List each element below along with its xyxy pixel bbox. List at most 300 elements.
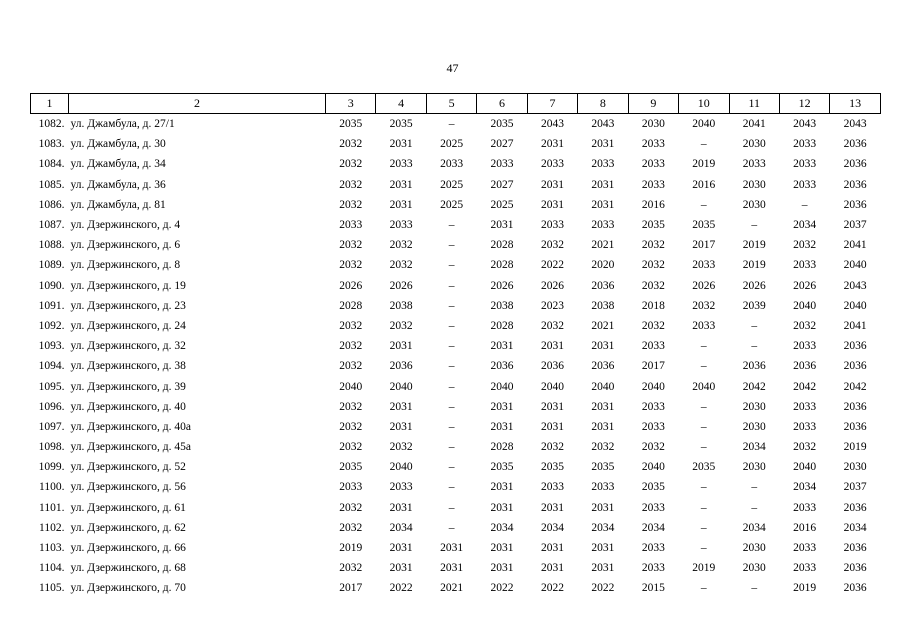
column-header: 13: [830, 94, 880, 114]
year-cell: 2033: [641, 542, 665, 555]
year-cell: 2031: [389, 562, 413, 575]
year-cell: 2031: [440, 542, 464, 555]
year-cell: 2032: [339, 239, 363, 252]
row-number: 1102.: [39, 521, 65, 534]
year-cell: 2026: [540, 279, 564, 292]
year-cell: 2031: [540, 542, 564, 555]
year-cell: 2031: [540, 340, 564, 353]
year-cell: 2031: [389, 542, 413, 555]
year-cell: 2031: [490, 562, 514, 575]
year-cell: 2031: [389, 340, 413, 353]
year-cell: 2033: [793, 138, 817, 151]
year-cell: 2027: [490, 138, 514, 151]
column-header: 1: [31, 94, 69, 114]
year-cell: 2033: [641, 501, 665, 514]
year-cell: 2025: [490, 198, 514, 211]
year-cell: 2034: [641, 521, 665, 534]
address-cell: ул. Дзержинского, д. 19: [70, 279, 186, 292]
year-cell: 2017: [339, 582, 363, 595]
year-cell: 2025: [440, 198, 464, 211]
year-cell: 2043: [843, 279, 867, 292]
table-row: [31, 558, 881, 578]
year-cell: 2037: [843, 219, 867, 232]
year-cell: 2033: [339, 481, 363, 494]
year-cell: 2037: [843, 481, 867, 494]
year-cell: –: [700, 138, 707, 151]
year-cell: 2018: [641, 299, 665, 312]
year-cell: 2042: [793, 380, 817, 393]
year-cell: –: [751, 319, 758, 332]
year-cell: –: [448, 239, 455, 252]
table-row: [31, 477, 881, 497]
year-cell: 2031: [591, 562, 615, 575]
year-cell: –: [751, 219, 758, 232]
year-cell: 2032: [389, 319, 413, 332]
year-cell: 2033: [742, 158, 766, 171]
year-cell: 2040: [591, 380, 615, 393]
year-cell: 2043: [843, 118, 867, 131]
year-cell: 2034: [793, 481, 817, 494]
year-cell: –: [700, 198, 707, 211]
year-cell: 2033: [540, 481, 564, 494]
year-cell: 2036: [742, 360, 766, 373]
year-cell: –: [448, 279, 455, 292]
header-row: [31, 94, 881, 114]
year-cell: –: [448, 219, 455, 232]
year-cell: 2040: [389, 461, 413, 474]
address-cell: ул. Дзержинского, д. 66: [70, 542, 186, 555]
year-cell: 2022: [591, 582, 615, 595]
row-number: 1084.: [38, 158, 65, 171]
year-cell: –: [700, 481, 707, 494]
year-cell: 2031: [490, 400, 514, 413]
table-row: [31, 276, 881, 296]
year-cell: 2034: [742, 441, 766, 454]
year-cell: 2036: [591, 360, 615, 373]
year-cell: 2022: [540, 582, 564, 595]
year-cell: 2030: [742, 420, 766, 433]
year-cell: –: [448, 521, 455, 534]
year-cell: 2031: [389, 178, 413, 191]
table-row: [31, 255, 881, 275]
table-row: [31, 376, 881, 396]
year-cell: 2033: [389, 481, 413, 494]
year-cell: 2031: [540, 400, 564, 413]
year-cell: 2023: [540, 299, 564, 312]
year-cell: 2033: [440, 158, 464, 171]
year-cell: 2033: [692, 259, 716, 272]
year-cell: 2031: [540, 178, 564, 191]
address-cell: ул. Дзержинского, д. 61: [70, 501, 186, 514]
year-cell: 2032: [641, 259, 665, 272]
address-cell: ул. Дзержинского, д. 6: [70, 239, 181, 252]
year-cell: 2035: [389, 118, 413, 131]
column-header: 4: [376, 94, 426, 114]
year-cell: 2028: [490, 441, 514, 454]
year-cell: 2033: [389, 219, 413, 232]
year-cell: 2036: [843, 400, 867, 413]
address-cell: ул. Джамбула, д. 34: [70, 158, 166, 171]
year-cell: 2031: [591, 501, 615, 514]
year-cell: 2035: [339, 461, 363, 474]
year-cell: 2026: [692, 279, 716, 292]
year-cell: 2035: [339, 118, 363, 131]
row-number: 1099.: [38, 461, 65, 474]
address-cell: ул. Дзержинского, д. 39: [70, 380, 186, 393]
year-cell: 2022: [490, 582, 514, 595]
year-cell: 2032: [540, 441, 564, 454]
year-cell: –: [448, 299, 455, 312]
year-cell: –: [700, 501, 707, 514]
year-cell: 2033: [641, 400, 665, 413]
year-cell: 2043: [540, 118, 564, 131]
column-header: 7: [527, 94, 577, 114]
year-cell: 2015: [641, 582, 665, 595]
year-cell: 2031: [440, 562, 464, 575]
year-cell: 2036: [540, 360, 564, 373]
year-cell: –: [448, 420, 455, 433]
year-cell: 2032: [540, 319, 564, 332]
year-cell: 2031: [540, 420, 564, 433]
year-cell: 2028: [490, 319, 514, 332]
year-cell: 2032: [339, 340, 363, 353]
year-cell: 2036: [843, 158, 867, 171]
year-cell: 2032: [641, 441, 665, 454]
year-cell: 2035: [540, 461, 564, 474]
year-cell: 2026: [389, 279, 413, 292]
table-row: [31, 417, 881, 437]
table-row: [31, 336, 881, 356]
year-cell: 2036: [843, 138, 867, 151]
address-cell: ул. Джамбула, д. 81: [70, 198, 166, 211]
year-cell: 2031: [540, 562, 564, 575]
year-cell: 2036: [591, 279, 615, 292]
year-cell: –: [751, 582, 758, 595]
year-cell: –: [751, 501, 758, 514]
year-cell: 2027: [490, 178, 514, 191]
row-number: 1094.: [38, 360, 65, 373]
year-cell: 2040: [793, 299, 817, 312]
column-header: 5: [426, 94, 476, 114]
year-cell: 2032: [339, 360, 363, 373]
year-cell: 2021: [591, 239, 615, 252]
year-cell: 2040: [692, 380, 716, 393]
year-cell: 2033: [641, 178, 665, 191]
year-cell: 2019: [742, 259, 766, 272]
year-cell: 2034: [490, 521, 514, 534]
year-cell: 2040: [843, 299, 867, 312]
row-number: 1091.: [38, 299, 65, 312]
year-cell: 2026: [742, 279, 766, 292]
table-body: [31, 114, 881, 599]
year-cell: 2040: [540, 380, 564, 393]
row-number: 1083.: [38, 138, 65, 151]
table-row: [31, 316, 881, 336]
year-cell: –: [700, 521, 707, 534]
address-cell: ул. Дзержинского, д. 70: [70, 582, 186, 595]
year-cell: 2031: [540, 138, 564, 151]
year-cell: 2036: [843, 420, 867, 433]
year-cell: 2034: [742, 521, 766, 534]
address-cell: ул. Дзержинского, д. 56: [70, 481, 186, 494]
year-cell: –: [448, 461, 455, 474]
year-cell: 2033: [591, 219, 615, 232]
year-cell: –: [700, 360, 707, 373]
year-cell: 2031: [591, 178, 615, 191]
year-cell: 2028: [490, 259, 514, 272]
year-cell: 2040: [641, 380, 665, 393]
year-cell: 2033: [692, 319, 716, 332]
table-row: [31, 578, 881, 598]
year-cell: 2033: [793, 259, 817, 272]
table-row: [31, 498, 881, 518]
year-cell: 2031: [490, 340, 514, 353]
address-cell: ул. Дзержинского, д. 32: [70, 340, 186, 353]
year-cell: 2035: [641, 219, 665, 232]
year-cell: 2033: [591, 158, 615, 171]
column-header: 11: [729, 94, 779, 114]
row-number: 1096.: [38, 400, 65, 413]
year-cell: 2031: [490, 501, 514, 514]
year-cell: 2034: [540, 521, 564, 534]
address-cell: ул. Дзержинского, д. 23: [70, 299, 186, 312]
year-cell: 2033: [339, 219, 363, 232]
year-cell: –: [751, 340, 758, 353]
year-cell: 2030: [742, 198, 766, 211]
year-cell: 2031: [591, 138, 615, 151]
table-row: [31, 437, 881, 457]
year-cell: 2033: [793, 158, 817, 171]
row-number: 1086.: [38, 198, 65, 211]
year-cell: –: [700, 582, 707, 595]
address-cell: ул. Дзержинского, д. 38: [70, 360, 186, 373]
year-cell: 2038: [591, 299, 615, 312]
address-cell: ул. Дзержинского, д. 4: [70, 219, 181, 232]
year-cell: 2032: [692, 299, 716, 312]
row-number: 1101.: [39, 501, 65, 514]
year-cell: 2032: [339, 562, 363, 575]
year-cell: 2036: [843, 198, 867, 211]
year-cell: 2017: [641, 360, 665, 373]
column-header: 6: [477, 94, 527, 114]
year-cell: 2033: [641, 562, 665, 575]
year-cell: 2040: [490, 380, 514, 393]
year-cell: –: [700, 542, 707, 555]
address-cell: ул. Дзержинского, д. 40: [70, 400, 186, 413]
table-row: [31, 215, 881, 235]
page-number: 47: [446, 61, 459, 75]
year-cell: 2036: [843, 501, 867, 514]
year-cell: 2033: [490, 158, 514, 171]
address-cell: ул. Дзержинского, д. 45а: [70, 441, 192, 454]
year-cell: 2031: [540, 198, 564, 211]
year-cell: 2021: [440, 582, 464, 595]
year-cell: 2033: [793, 420, 817, 433]
year-cell: 2034: [793, 219, 817, 232]
row-number: 1092.: [38, 319, 65, 332]
year-cell: 2034: [591, 521, 615, 534]
year-cell: 2035: [490, 461, 514, 474]
year-cell: 2032: [793, 319, 817, 332]
year-cell: –: [448, 319, 455, 332]
year-cell: –: [448, 259, 455, 272]
year-cell: 2041: [843, 239, 867, 252]
column-header: 9: [628, 94, 678, 114]
year-cell: 2032: [339, 400, 363, 413]
year-cell: 2030: [742, 461, 766, 474]
year-cell: 2032: [339, 138, 363, 151]
row-number: 1088.: [38, 239, 65, 252]
row-number: 1093.: [38, 340, 65, 353]
address-cell: ул. Дзержинского, д. 40а: [70, 420, 192, 433]
year-cell: 2030: [742, 178, 766, 191]
address-cell: ул. Джамбула, д. 30: [70, 138, 166, 151]
table-row: [31, 538, 881, 558]
year-cell: 2033: [641, 158, 665, 171]
year-cell: 2033: [793, 178, 817, 191]
row-number: 1105.: [39, 582, 65, 595]
year-cell: 2019: [742, 239, 766, 252]
row-number: 1089.: [38, 259, 65, 272]
year-cell: 2043: [793, 118, 817, 131]
year-cell: 2032: [793, 239, 817, 252]
year-cell: 2019: [692, 158, 716, 171]
year-cell: 2035: [641, 481, 665, 494]
year-cell: –: [700, 340, 707, 353]
year-cell: 2030: [843, 461, 867, 474]
year-cell: 2033: [641, 420, 665, 433]
year-cell: 2020: [591, 259, 615, 272]
year-cell: 2034: [389, 521, 413, 534]
year-cell: 2036: [843, 178, 867, 191]
year-cell: 2040: [793, 461, 817, 474]
year-cell: 2033: [591, 481, 615, 494]
year-cell: 2040: [389, 380, 413, 393]
year-cell: 2031: [490, 542, 514, 555]
row-number: 1103.: [39, 542, 65, 555]
year-cell: 2039: [742, 299, 766, 312]
table-row: [31, 154, 881, 174]
table-row: [31, 518, 881, 538]
row-number: 1087.: [38, 219, 65, 232]
year-cell: 2026: [339, 279, 363, 292]
year-cell: 2042: [843, 380, 867, 393]
year-cell: 2019: [793, 582, 817, 595]
row-number: 1090.: [38, 279, 65, 292]
table-row: [31, 356, 881, 376]
year-cell: 2032: [339, 198, 363, 211]
year-cell: 2036: [843, 582, 867, 595]
year-cell: 2031: [389, 420, 413, 433]
year-cell: –: [448, 360, 455, 373]
year-cell: 2017: [692, 239, 716, 252]
year-cell: 2031: [490, 219, 514, 232]
year-cell: 2016: [793, 521, 817, 534]
year-cell: 2030: [742, 562, 766, 575]
year-cell: 2032: [641, 279, 665, 292]
year-cell: 2030: [742, 138, 766, 151]
year-cell: –: [700, 420, 707, 433]
year-cell: 2031: [389, 198, 413, 211]
year-cell: 2022: [540, 259, 564, 272]
row-number: 1098.: [38, 441, 65, 454]
year-cell: 2036: [490, 360, 514, 373]
year-cell: 2032: [339, 178, 363, 191]
year-cell: 2030: [742, 400, 766, 413]
column-header: 8: [578, 94, 628, 114]
address-cell: ул. Дзержинского, д. 24: [70, 319, 186, 332]
year-cell: 2016: [641, 198, 665, 211]
column-header: 12: [779, 94, 829, 114]
table-row: [31, 397, 881, 417]
table-row: [31, 235, 881, 255]
year-cell: 2040: [339, 380, 363, 393]
year-cell: 2038: [490, 299, 514, 312]
year-cell: –: [751, 481, 758, 494]
year-cell: 2041: [843, 319, 867, 332]
year-cell: 2032: [389, 239, 413, 252]
table-row: [31, 195, 881, 215]
year-cell: 2031: [389, 400, 413, 413]
column-header: 3: [326, 94, 376, 114]
address-cell: ул. Джамбула, д. 27/1: [70, 118, 175, 131]
year-cell: 2035: [490, 118, 514, 131]
year-cell: 2034: [843, 521, 867, 534]
column-header: 2: [69, 94, 326, 114]
year-cell: 2032: [540, 239, 564, 252]
year-cell: 2030: [641, 118, 665, 131]
year-cell: –: [448, 400, 455, 413]
year-cell: 2032: [339, 319, 363, 332]
year-cell: 2026: [490, 279, 514, 292]
year-cell: –: [448, 118, 455, 131]
year-cell: 2032: [793, 441, 817, 454]
year-cell: –: [700, 400, 707, 413]
year-cell: 2025: [440, 138, 464, 151]
year-cell: 2040: [692, 118, 716, 131]
year-cell: 2032: [339, 158, 363, 171]
year-cell: 2033: [641, 138, 665, 151]
data-table: [30, 93, 881, 599]
table-row: [31, 457, 881, 477]
year-cell: 2035: [591, 461, 615, 474]
address-cell: ул. Дзержинского, д. 62: [70, 521, 186, 534]
year-cell: 2031: [591, 400, 615, 413]
year-cell: 2021: [591, 319, 615, 332]
year-cell: 2032: [339, 441, 363, 454]
year-cell: 2031: [389, 501, 413, 514]
year-cell: 2036: [843, 542, 867, 555]
year-cell: 2032: [641, 239, 665, 252]
year-cell: 2038: [389, 299, 413, 312]
row-number: 1104.: [39, 562, 65, 575]
year-cell: 2043: [591, 118, 615, 131]
year-cell: 2041: [742, 118, 766, 131]
year-cell: 2031: [490, 481, 514, 494]
year-cell: –: [801, 198, 808, 211]
year-cell: 2033: [793, 542, 817, 555]
year-cell: 2031: [591, 340, 615, 353]
year-cell: 2026: [793, 279, 817, 292]
year-cell: 2036: [843, 360, 867, 373]
year-cell: 2033: [793, 340, 817, 353]
row-number: 1095.: [38, 380, 65, 393]
year-cell: 2033: [540, 219, 564, 232]
year-cell: 2031: [591, 198, 615, 211]
year-cell: 2032: [389, 259, 413, 272]
row-number: 1097.: [38, 420, 65, 433]
year-cell: 2032: [591, 441, 615, 454]
